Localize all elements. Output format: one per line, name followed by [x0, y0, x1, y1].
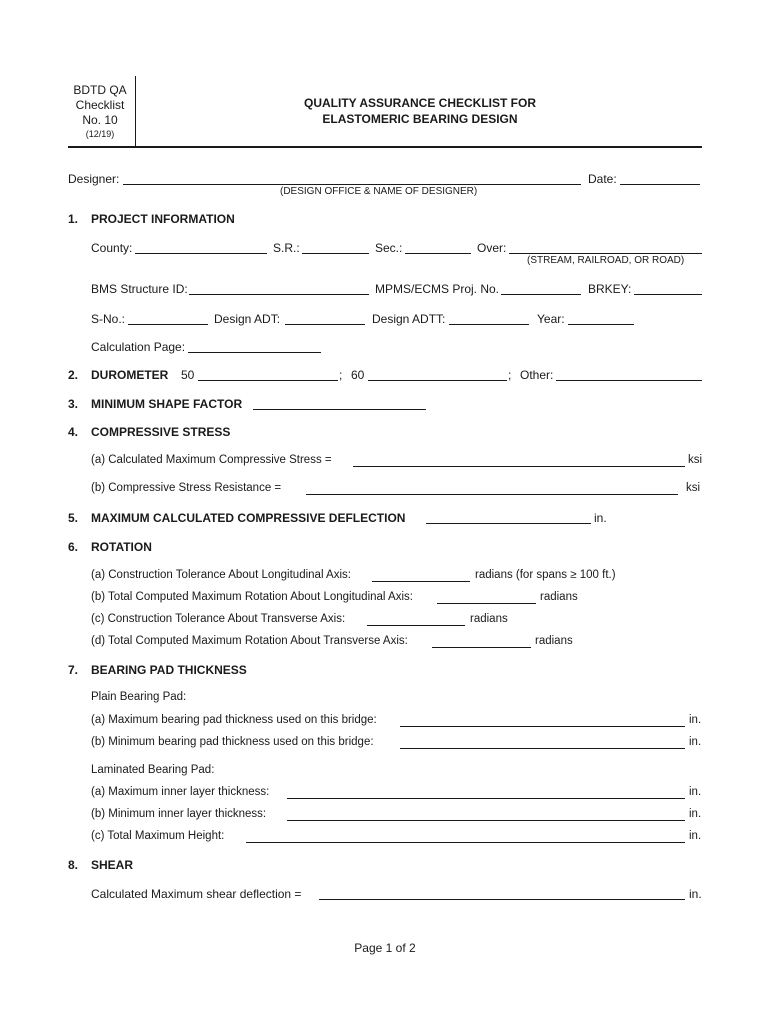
stress-calculated-field[interactable]: [353, 466, 685, 467]
durometer-50-label: 50: [181, 368, 195, 382]
laminated-height-unit: in.: [689, 830, 702, 842]
revision-date: (12/19): [85, 129, 115, 139]
section-5-number: 5.: [68, 511, 79, 525]
designer-sublabel: (DESIGN OFFICE & NAME OF DESIGNER): [280, 186, 478, 197]
stress-calculated-unit: ksi: [688, 454, 703, 466]
year-field[interactable]: [568, 324, 634, 325]
over-label: Over:: [477, 241, 507, 255]
laminated-max-label: (a) Maximum inner layer thickness:: [91, 786, 270, 798]
plain-pad-max-unit: in.: [689, 714, 702, 726]
adtt-label: Design ADTT:: [372, 312, 446, 326]
plain-pad-heading: Plain Bearing Pad:: [91, 691, 187, 703]
section-4-number: 4.: [68, 425, 79, 439]
stress-resistance-label: (b) Compressive Stress Resistance =: [91, 482, 282, 494]
durometer-other-label: Other:: [520, 368, 554, 382]
shape-factor-field[interactable]: [253, 409, 426, 410]
shear-deflection-field[interactable]: [319, 899, 685, 900]
shear-deflection-label: Calculated Maximum shear deflection =: [91, 887, 302, 901]
county-label: County:: [91, 241, 133, 255]
section-2-title: DUROMETER: [91, 368, 169, 382]
bms-field[interactable]: [189, 294, 369, 295]
year-label: Year:: [537, 312, 565, 326]
sec-label: Sec.:: [375, 241, 403, 255]
sno-label: S-No.:: [91, 312, 126, 326]
stress-resistance-unit: ksi: [686, 482, 701, 494]
section-8-number: 8.: [68, 858, 79, 872]
durometer-60-label: 60: [351, 368, 365, 382]
mpms-field[interactable]: [501, 294, 581, 295]
shear-deflection-unit: in.: [689, 887, 702, 901]
deflection-field[interactable]: [426, 523, 591, 524]
over-field[interactable]: [509, 253, 702, 254]
county-field[interactable]: [135, 253, 267, 254]
rotation-a-unit: radians (for spans ≥ 100 ft.): [475, 569, 616, 581]
header-divider: [135, 76, 136, 146]
rotation-c-label: (c) Construction Tolerance About Transverse Axis:: [91, 613, 346, 625]
adt-field[interactable]: [285, 324, 365, 325]
laminated-pad-heading: Laminated Bearing Pad:: [91, 764, 215, 776]
laminated-min-field[interactable]: [287, 820, 685, 821]
page-title-line2: ELASTOMERIC BEARING DESIGN: [322, 112, 518, 126]
durometer-separator-2: ;: [508, 368, 512, 382]
section-6-title: ROTATION: [91, 540, 152, 554]
mpms-label: MPMS/ECMS Proj. No.: [375, 282, 500, 296]
plain-pad-max-field[interactable]: [400, 726, 685, 727]
plain-pad-min-field[interactable]: [400, 748, 685, 749]
designer-label: Designer:: [68, 172, 120, 186]
rotation-b-field[interactable]: [437, 603, 536, 604]
page-number: Page 1 of 2: [354, 941, 416, 955]
section-1-number: 1.: [68, 212, 79, 226]
header-rule: [68, 146, 702, 148]
rotation-b-label: (b) Total Computed Maximum Rotation About Longitudinal Axis:: [91, 591, 413, 603]
section-7-number: 7.: [68, 663, 79, 677]
plain-pad-min-unit: in.: [689, 736, 702, 748]
calc-page-label: Calculation Page:: [91, 340, 186, 354]
section-8-title: SHEAR: [91, 858, 134, 872]
stress-resistance-field[interactable]: [306, 494, 678, 495]
plain-pad-max-label: (a) Maximum bearing pad thickness used on this bridge:: [91, 714, 377, 726]
laminated-height-label: (c) Total Maximum Height:: [91, 830, 225, 842]
rotation-c-field[interactable]: [367, 625, 465, 626]
section-3-title: MINIMUM SHAPE FACTOR: [91, 397, 243, 411]
date-field[interactable]: [620, 184, 700, 185]
form-id-line1: BDTD QA: [73, 83, 127, 97]
date-label: Date:: [588, 172, 617, 186]
laminated-max-field[interactable]: [287, 798, 685, 799]
sno-field[interactable]: [128, 324, 208, 325]
deflection-unit: in.: [594, 511, 607, 525]
stress-calculated-label: (a) Calculated Maximum Compressive Stress =: [91, 454, 332, 466]
section-7-title: BEARING PAD THICKNESS: [91, 663, 247, 677]
section-2-number: 2.: [68, 368, 79, 382]
sec-field[interactable]: [405, 253, 471, 254]
rotation-d-field[interactable]: [432, 647, 531, 648]
designer-field[interactable]: [123, 184, 581, 185]
durometer-60-field[interactable]: [368, 380, 507, 381]
durometer-separator-1: ;: [339, 368, 343, 382]
rotation-a-field[interactable]: [372, 581, 470, 582]
sr-field[interactable]: [302, 253, 369, 254]
durometer-50-field[interactable]: [198, 380, 338, 381]
brkey-label: BRKEY:: [588, 282, 632, 296]
laminated-max-unit: in.: [689, 786, 702, 798]
brkey-field[interactable]: [634, 294, 702, 295]
calc-page-field[interactable]: [188, 352, 321, 353]
rotation-c-unit: radians: [470, 613, 508, 625]
rotation-d-unit: radians: [535, 635, 573, 647]
section-1-title: PROJECT INFORMATION: [91, 212, 235, 226]
adtt-field[interactable]: [449, 324, 529, 325]
sr-label: S.R.:: [273, 241, 300, 255]
section-5-title: MAXIMUM CALCULATED COMPRESSIVE DEFLECTION: [91, 511, 406, 525]
laminated-min-label: (b) Minimum inner layer thickness:: [91, 808, 267, 820]
durometer-other-field[interactable]: [556, 380, 702, 381]
form-id: [68, 83, 132, 128]
laminated-height-field[interactable]: [246, 842, 685, 843]
page-title-line1: QUALITY ASSURANCE CHECKLIST FOR: [303, 96, 536, 110]
adt-label: Design ADT:: [214, 312, 281, 326]
over-sublabel: (STREAM, RAILROAD, OR ROAD): [527, 255, 685, 266]
section-4-title: COMPRESSIVE STRESS: [91, 425, 231, 439]
rotation-b-unit: radians: [540, 591, 578, 603]
rotation-d-label: (d) Total Computed Maximum Rotation About Transverse Axis:: [91, 635, 408, 647]
form-id-line2: Checklist: [75, 98, 125, 112]
rotation-a-label: (a) Construction Tolerance About Longitudinal Axis:: [91, 569, 351, 581]
form-id-line3: No. 10: [82, 113, 118, 127]
section-3-number: 3.: [68, 397, 79, 411]
laminated-min-unit: in.: [689, 808, 702, 820]
plain-pad-min-label: (b) Minimum bearing pad thickness used on this bridge:: [91, 736, 374, 748]
bms-label: BMS Structure ID:: [91, 282, 188, 296]
section-6-number: 6.: [68, 540, 79, 554]
